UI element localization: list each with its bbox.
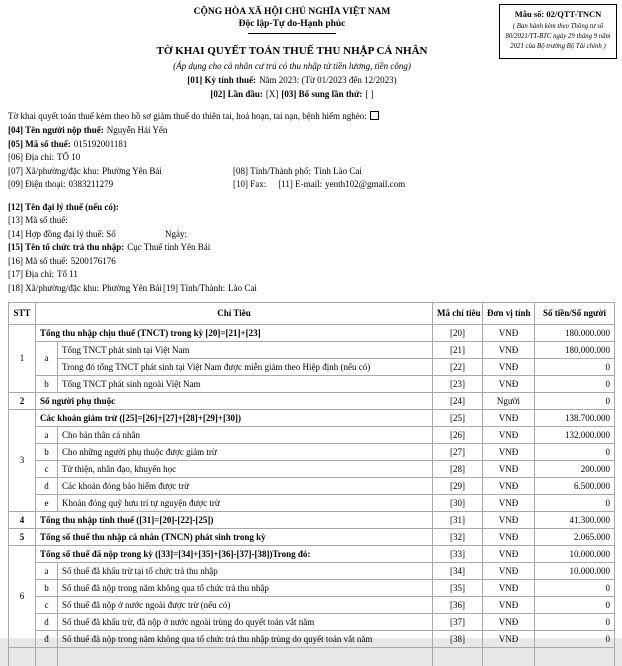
first-time-label: [02] Lần đầu: — [210, 89, 263, 99]
taxpayer-address-value: TỔ 10 — [57, 152, 80, 162]
cell-code: [38] — [433, 631, 483, 648]
cell-label: Tổng thu nhập tính thuế ([31]=[20]-[22]-[25]) — [36, 512, 433, 529]
cell-unit: VNĐ — [483, 631, 535, 648]
cell-label: Số thuế đã nộp trong năm không qua tổ chức trả thu nhập — [58, 580, 433, 597]
cell-value: 10.000.000 — [535, 563, 615, 580]
cell-letter: d — [36, 614, 58, 631]
table-row-partial — [9, 648, 615, 666]
cell-label: Trong đó tổng TNCT phát sinh tại Việt Nam được miễn giảm theo Hiệp định (nếu có) — [58, 359, 433, 376]
taxpayer-info — [8, 124, 622, 192]
cell-unit: VNĐ — [483, 563, 535, 580]
cell-code: [21] — [433, 342, 483, 359]
form-number: Mẫu số: 02/QTT-TNCN — [503, 9, 613, 19]
org-taxcode-value: 5200176176 — [71, 256, 116, 266]
cell-label: Số người phụ thuộc — [36, 393, 433, 410]
tax-period-label: [01] Kỳ tính thuế: — [187, 75, 256, 85]
cell-unit: VNĐ — [483, 325, 535, 342]
taxpayer-province-value: Tỉnh Lào Cai — [314, 166, 362, 176]
tax-period-line — [0, 75, 584, 85]
taxpayer-address-label: [06] Địa chỉ: — [8, 152, 54, 162]
cell-letter: a — [36, 563, 58, 580]
table-row — [9, 410, 615, 427]
cell-value: 0 — [535, 597, 615, 614]
cell-stt: 6 — [9, 546, 36, 648]
table-row — [9, 325, 615, 342]
cell-value: 0 — [535, 631, 615, 648]
cell-letter: đ — [36, 631, 58, 648]
header-don-vi-tinh: Đơn vị tính — [483, 303, 535, 325]
org-name-line — [8, 241, 622, 255]
attachment-line: Tờ khai quyết toán thuế kèm theo hồ sơ giảm thuế do thiên tai, hoả hoạn, tai nạn, bệnh hiểm nghèo: — [8, 111, 622, 121]
cell-unit: VNĐ — [483, 478, 535, 495]
declaration-table — [8, 302, 615, 666]
org-ward-label: [18] Xã/phường/đặc khu: — [8, 283, 99, 293]
cell-code: [29] — [433, 478, 483, 495]
cell-unit: VNĐ — [483, 376, 535, 393]
cell-label: Số thuế đã khấu trừ tại tổ chức trả thu nhập — [58, 563, 433, 580]
cell-letter: a — [36, 342, 58, 376]
cell-unit: VNĐ — [483, 512, 535, 529]
org-address-label: [17] Địa chỉ: — [8, 269, 54, 279]
taxpayer-contact-line — [8, 178, 622, 192]
cell-value: 0 — [535, 580, 615, 597]
cell-value: 200.000 — [535, 461, 615, 478]
cell-code: [24] — [433, 393, 483, 410]
header-so-tien: Số tiền/Số người — [535, 303, 615, 325]
cell-value: 41.300.000 — [535, 512, 615, 529]
cell-unit: VNĐ — [483, 614, 535, 631]
table-row — [9, 444, 615, 461]
tax-period-value: Năm 2023: (Từ 01/2023 đến 12/2023) — [259, 75, 397, 85]
table-row — [9, 614, 615, 631]
taxpayer-ward-value: Phường Yên Bái — [102, 166, 162, 176]
taxpayer-email-label: [11] E-mail: — [278, 179, 322, 189]
cell-unit: VNĐ — [483, 359, 535, 376]
cell-label: Số thuế đã khấu trừ, đã nộp ở nước ngoài trùng do quyết toán vắt năm — [58, 614, 433, 631]
cell-value: 0 — [535, 495, 615, 512]
taxpayer-taxcode-label: [05] Mã số thuế: — [8, 139, 71, 149]
header-center — [0, 7, 584, 99]
table-row — [9, 342, 615, 359]
motto-divider — [248, 33, 336, 34]
cell-unit: VNĐ — [483, 529, 535, 546]
cell-code: [35] — [433, 580, 483, 597]
cell-label: Cho bản thân cá nhân — [58, 427, 433, 444]
attachment-checkbox-icon[interactable] — [370, 111, 379, 120]
table-row — [9, 529, 615, 546]
taxpayer-taxcode-line — [8, 138, 622, 152]
taxpayer-name-line — [8, 124, 622, 138]
cell-label: Số thuế đã nộp trong năm không qua tổ chức trả thu nhập trùng do quyết toán vắt năm — [58, 631, 433, 648]
agent-taxcode-line — [8, 214, 622, 228]
cell-stt: 5 — [9, 529, 36, 546]
cell-code: [30] — [433, 495, 483, 512]
taxpayer-name-value: Nguyễn Hải Yến — [107, 125, 168, 135]
table-row — [9, 495, 615, 512]
table-row — [9, 478, 615, 495]
cell-code: [20] — [433, 325, 483, 342]
cell-label: Các khoản đóng bảo hiểm được trừ — [58, 478, 433, 495]
national-title: CỘNG HÒA XÃ HỘI CHỦ NGHĨA VIỆT NAM — [0, 7, 584, 17]
cell-unit: VNĐ — [483, 597, 535, 614]
cell-unit: Người — [483, 393, 535, 410]
cell-letter: b — [36, 444, 58, 461]
header-ma-chi-tieu: Mã chỉ tiêu — [433, 303, 483, 325]
cell-letter: c — [36, 597, 58, 614]
taxpayer-phone-value: 0383211279 — [69, 179, 114, 189]
cell-label: Từ thiện, nhân đạo, khuyến học — [58, 461, 433, 478]
agent-name-label: [12] Tên đại lý thuế (nếu có): — [8, 202, 119, 212]
cell-label: Tổng TNCT phát sinh ngoài Việt Nam — [58, 376, 433, 393]
cell-unit: VNĐ — [483, 342, 535, 359]
cell-code: [26] — [433, 427, 483, 444]
agent-contract-line — [8, 228, 622, 242]
cell-letter: b — [36, 376, 58, 393]
cell-value: 0 — [535, 393, 615, 410]
cell-unit: VNĐ — [483, 580, 535, 597]
cell-value: 2.065.000 — [535, 529, 615, 546]
cell-code: [33] — [433, 546, 483, 563]
form-number-box — [499, 4, 617, 59]
table-row — [9, 461, 615, 478]
cell-value: 0 — [535, 376, 615, 393]
cell-value: 138.700.000 — [535, 410, 615, 427]
supplement-label: [03] Bổ sung lần thứ: — [281, 89, 362, 99]
cell-stt: 1 — [9, 325, 36, 393]
cell-value: 0 — [535, 444, 615, 461]
table-row — [9, 393, 615, 410]
cell-code: [27] — [433, 444, 483, 461]
org-taxcode-label: [16] Mã số thuế: — [8, 256, 68, 266]
cell-label: Tổng số thuế đã nộp trong kỳ ([33]=[34]+[35]+[36]-[37]-[38])Trong đó: — [36, 546, 433, 563]
table-row — [9, 359, 615, 376]
taxpayer-name-label: [04] Tên người nộp thuế: — [8, 125, 104, 135]
cell-unit: VNĐ — [483, 410, 535, 427]
supplement-checkbox[interactable]: [ ] — [365, 89, 373, 99]
cell-letter: e — [36, 495, 58, 512]
cell-stt: 2 — [9, 393, 36, 410]
cell-stt: 4 — [9, 512, 36, 529]
org-province-label: [19] Tỉnh/Thành: — [163, 283, 225, 293]
agent-name-line — [8, 201, 622, 215]
cell-code: [23] — [433, 376, 483, 393]
cell-unit: VNĐ — [483, 444, 535, 461]
cell-value: 180.000.000 — [535, 342, 615, 359]
taxpayer-taxcode-value: 015192001181 — [74, 139, 128, 149]
cell-value: 180.000.000 — [535, 325, 615, 342]
taxpayer-address-line — [8, 151, 622, 165]
cell-value: 0 — [535, 359, 615, 376]
cell-label: Cho những người phụ thuộc được giảm trừ — [58, 444, 433, 461]
cell-value: 10.000.000 — [535, 546, 615, 563]
table-row — [9, 631, 615, 648]
agent-taxcode-label: [13] Mã số thuế: — [8, 215, 68, 225]
org-taxcode-line — [8, 255, 622, 269]
cell-unit: VNĐ — [483, 495, 535, 512]
cell-code: [22] — [433, 359, 483, 376]
taxpayer-phone-label: [09] Điện thoại: — [8, 179, 66, 189]
form-subtitle: (Áp dụng cho cá nhân cư trú có thu nhập từ tiền lương, tiền công) — [0, 61, 584, 71]
cell-label: Khoản đóng quỹ hưu trí tự nguyện được trừ — [58, 495, 433, 512]
agent-contract-date-label: Ngày: — [165, 229, 187, 239]
table-row — [9, 597, 615, 614]
taxpayer-province-label: [08] Tỉnh/Thành phố: — [233, 166, 311, 176]
table-row — [9, 376, 615, 393]
cell-label: Tổng TNCT phát sinh tại Việt Nam — [58, 342, 433, 359]
form-title: TỜ KHAI QUYẾT TOÁN THUẾ THU NHẬP CÁ NHÂN — [0, 45, 584, 57]
cell-code: [34] — [433, 563, 483, 580]
form-header — [0, 0, 622, 99]
org-ward-line — [8, 282, 622, 296]
cell-letter: b — [36, 580, 58, 597]
cell-stt: 3 — [9, 410, 36, 512]
national-motto: Độc lập-Tự do-Hạnh phúc — [0, 19, 584, 29]
header-chi-tieu: Chỉ Tiêu — [36, 303, 433, 325]
cell-code: [31] — [433, 512, 483, 529]
cell-code: [28] — [433, 461, 483, 478]
cell-code: [25] — [433, 410, 483, 427]
taxpayer-fax-label: [10] Fax: — [233, 179, 266, 189]
taxpayer-ward-label: [07] Xã/phường/đặc khu: — [8, 166, 99, 176]
table-row — [9, 563, 615, 580]
org-name-label: [15] Tên tổ chức trả thu nhập: — [8, 242, 124, 252]
cell-label: Các khoản giảm trừ ([25]=[26]+[27]+[28]+[29]+[30]) — [36, 410, 433, 427]
cell-letter: c — [36, 461, 58, 478]
org-address-line — [8, 268, 622, 282]
org-province-value: Lào Cai — [228, 283, 257, 293]
form-issue-note: ( Ban hành kèm theo Thông tư số 80/2021/TT-BTC ngày 29 tháng 9 năm 2021 của Bộ trưởng Bộ Tài chính ) — [503, 22, 613, 53]
org-ward-value: Phường Yên Bái — [102, 283, 162, 293]
cell-letter: a — [36, 427, 58, 444]
table-row — [9, 512, 615, 529]
cell-value: 6.500.000 — [535, 478, 615, 495]
org-name-value: Cục Thuế tỉnh Yên Bái — [127, 242, 210, 252]
cell-unit: VNĐ — [483, 427, 535, 444]
org-address-value: Tổ 11 — [57, 269, 78, 279]
cell-code: [37] — [433, 614, 483, 631]
cell-code: [36] — [433, 597, 483, 614]
cell-value: 0 — [535, 614, 615, 631]
cell-label: Tổng số thuế thu nhập cá nhân (TNCN) phát sinh trong kỳ — [36, 529, 433, 546]
agent-contract-label: [14] Hợp đồng đại lý thuế: Số — [8, 228, 165, 242]
cell-code: [32] — [433, 529, 483, 546]
agent-org-info — [8, 201, 622, 296]
table-row — [9, 580, 615, 597]
taxpayer-ward-line — [8, 165, 622, 179]
filing-type-line — [0, 89, 584, 99]
taxpayer-email-value: yenth102@gmail.com — [325, 179, 405, 189]
cell-letter: d — [36, 478, 58, 495]
first-time-checkbox[interactable]: [X] — [266, 89, 279, 99]
cell-unit: VNĐ — [483, 546, 535, 563]
table-row — [9, 546, 615, 563]
table-row — [9, 427, 615, 444]
table-header-row — [9, 303, 615, 325]
header-stt: STT — [9, 303, 36, 325]
cell-label: Tổng thu nhập chịu thuế (TNCT) trong kỳ [20]=[21]+[23] — [36, 325, 433, 342]
cell-value: 132.000.000 — [535, 427, 615, 444]
cell-label: Số thuế đã nộp ở nước ngoài được trừ (nếu có) — [58, 597, 433, 614]
cell-unit: VNĐ — [483, 461, 535, 478]
